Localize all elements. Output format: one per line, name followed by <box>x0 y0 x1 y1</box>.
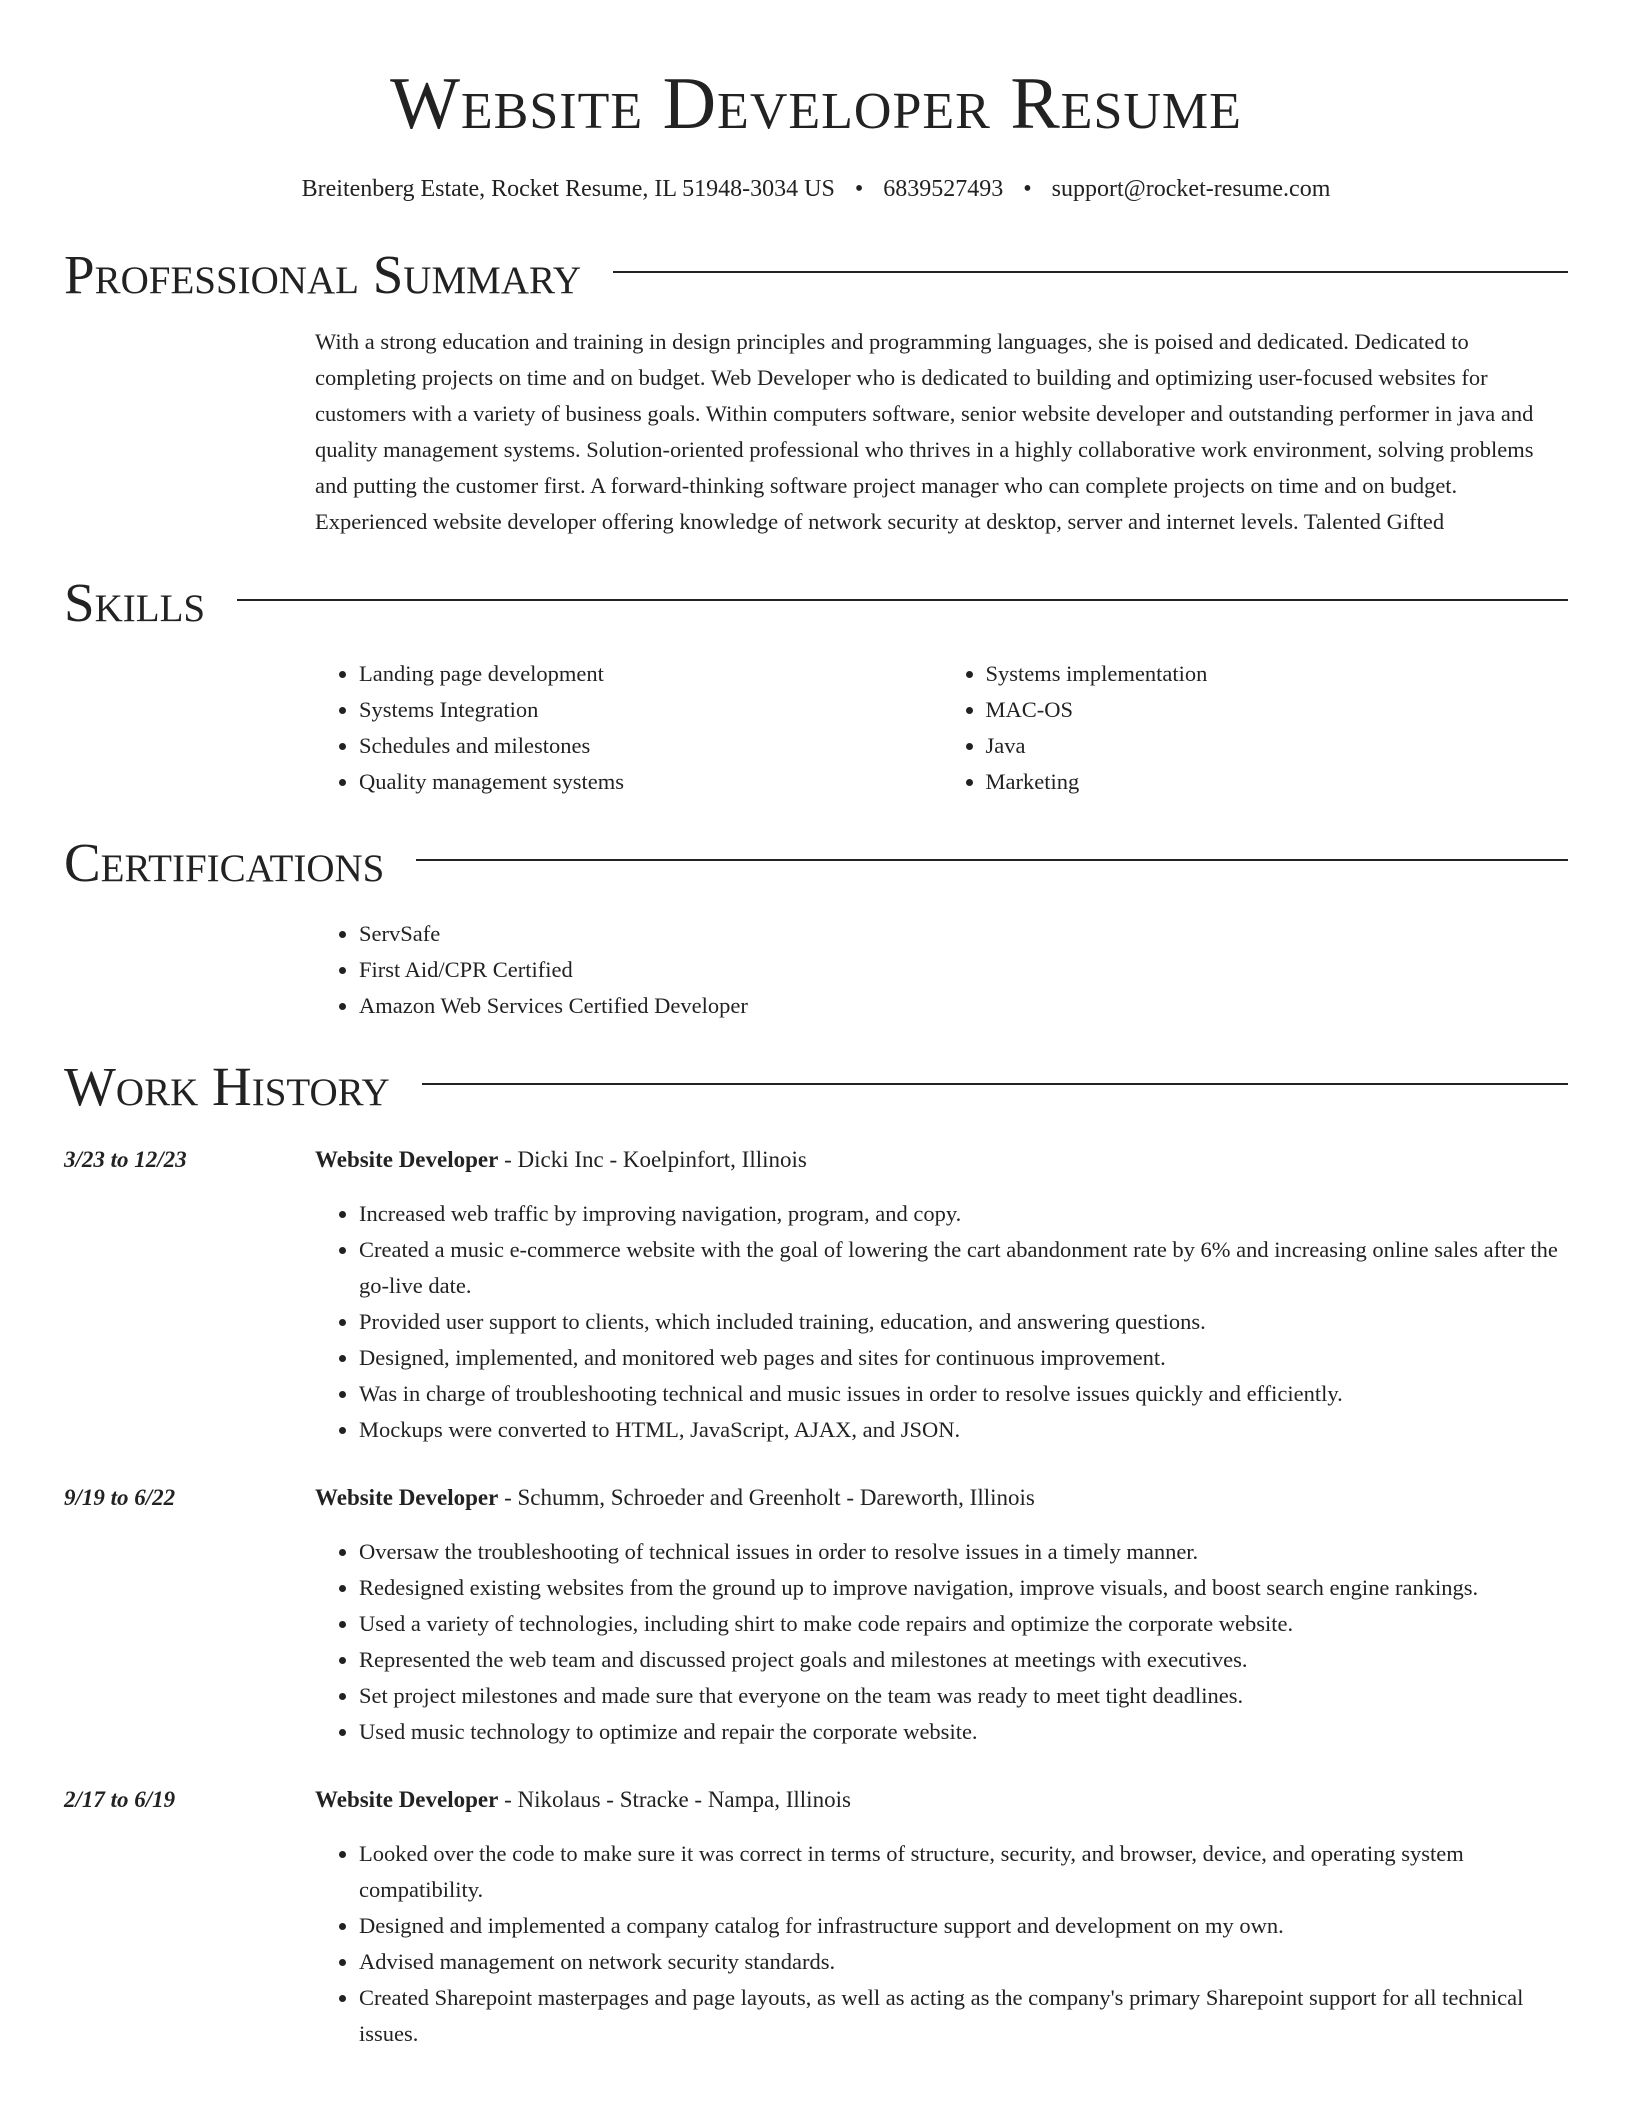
skill-item: • Quality management systems <box>359 764 942 800</box>
job-heading <box>315 1480 1568 1516</box>
job-heading <box>315 1782 1568 1818</box>
job-employer: - Dicki Inc - Koelpinfort, Illinois <box>498 1147 807 1172</box>
summary-section-title: Professional Summary <box>64 244 582 305</box>
job-bullet: • Represented the web team and discussed project goals and milestones at meetings with executives. <box>359 1642 1568 1678</box>
skills-column-right <box>942 656 1569 800</box>
job-role: Website Developer <box>315 1787 499 1812</box>
work-history-section-header <box>64 1054 1568 1120</box>
job-bullet: • Used music technology to optimize and repair the corporate website. <box>359 1714 1568 1750</box>
job-bullet: • Designed, implemented, and monitored web pages and sites for continuous improvement. <box>359 1340 1568 1376</box>
job-bullet: • Mockups were converted to HTML, JavaScript, AJAX, and JSON. <box>359 1412 1568 1448</box>
certifications-section-title: Certifications <box>64 832 385 893</box>
job-bullet: • Set project milestones and made sure that everyone on the team was ready to meet tight deadlines. <box>359 1678 1568 1714</box>
summary-section-header <box>64 242 1568 308</box>
job-heading <box>315 1142 1568 1178</box>
job-entry <box>64 1142 1568 1448</box>
contact-separator: • <box>854 176 864 202</box>
job-bullets <box>315 1836 1568 2052</box>
job-entry <box>64 1480 1568 1750</box>
job-bullet: • Advised management on network security standards. <box>359 1944 1568 1980</box>
section-divider <box>416 859 1568 861</box>
contact-address: Breitenberg Estate, Rocket Resume, IL 51948-3034 US <box>301 176 835 202</box>
job-bullet: • Created a music e-commerce website with the goal of lowering the cart abandonment rate by 6% and increasing online sales after the go-live date. <box>359 1232 1568 1304</box>
job-bullets <box>315 1534 1568 1750</box>
job-bullet: • Was in charge of troubleshooting technical and music issues in order to resolve issues quickly and efficiently. <box>359 1376 1568 1412</box>
contact-separator: • <box>1023 176 1032 202</box>
skill-item: • Java <box>986 728 1569 764</box>
job-bullet: • Designed and implemented a company catalog for infrastructure support and development on my own. <box>359 1908 1568 1944</box>
certification-item: • First Aid/CPR Certified <box>359 952 1568 988</box>
job-employer: - Schumm, Schroeder and Greenholt - Dareworth, Illinois <box>498 1485 1035 1510</box>
job-entry <box>64 1782 1568 2052</box>
section-divider <box>237 599 1568 601</box>
certifications-section-header <box>64 830 1568 896</box>
resume-title: Website Developer Resume <box>390 63 1242 145</box>
job-bullet: • Looked over the code to make sure it was correct in terms of structure, security, and browser, device, and operating system compatibility. <box>359 1836 1568 1908</box>
skill-item: • Schedules and milestones <box>359 728 942 764</box>
certifications-list <box>315 916 1568 1024</box>
skills-column-left <box>315 656 942 800</box>
skill-item: • Systems Integration <box>359 692 942 728</box>
skills-section-title: Skills <box>64 572 206 633</box>
skills-section-header <box>64 570 1568 636</box>
skill-item: • MAC-OS <box>986 692 1569 728</box>
job-bullet: • Redesigned existing websites from the ground up to improve navigation, improve visuals, and boost search engine rankings. <box>359 1570 1568 1606</box>
section-divider <box>422 1083 1568 1085</box>
contact-email: support@rocket-resume.com <box>1051 176 1331 202</box>
job-role: Website Developer <box>315 1147 499 1172</box>
contact-line <box>64 172 1568 206</box>
job-dates: 2/17 to 6/19 <box>64 1787 176 1812</box>
certification-item: • ServSafe <box>359 916 1568 952</box>
skill-item: • Marketing <box>986 764 1569 800</box>
section-divider <box>613 271 1568 273</box>
job-bullets <box>315 1196 1568 1448</box>
skill-item: • Landing page development <box>359 656 942 692</box>
skills-list <box>315 656 1568 800</box>
certification-item: • Amazon Web Services Certified Developer <box>359 988 1568 1024</box>
summary-text: With a strong education and training in design principles and programming languages, she is poised and dedicated. Dedicated to completing projects on time and on budget. Web Developer who is dedicated to building and optimizing user-focused websites for customers with a variety of business goals. Within computers software, senior website developer and outstanding performer in java and quality management systems. Solution-oriented professional who thrives in a highly collaborative work environment, solving problems and putting the customer first. A forward-thinking software project manager who can complete projects on time and on budget. Experienced website developer offering knowledge of network security at desktop, server and internet levels. Talented Gifted <box>315 329 1534 534</box>
job-bullet: • Increased web traffic by improving navigation, program, and copy. <box>359 1196 1568 1232</box>
job-role: Website Developer <box>315 1485 499 1510</box>
contact-phone: 6839527493 <box>883 176 1004 202</box>
job-employer: - Nikolaus - Stracke - Nampa, Illinois <box>498 1787 851 1812</box>
job-bullet: • Used a variety of technologies, including shirt to make code repairs and optimize the corporate website. <box>359 1606 1568 1642</box>
work-history-section-title: Work History <box>64 1056 390 1117</box>
job-dates: 3/23 to 12/23 <box>64 1147 187 1172</box>
skill-item: • Systems implementation <box>986 656 1569 692</box>
job-bullet: • Provided user support to clients, which included training, education, and answering questions. <box>359 1304 1568 1340</box>
job-bullet: • Oversaw the troubleshooting of technical issues in order to resolve issues in a timely manner. <box>359 1534 1568 1570</box>
job-dates: 9/19 to 6/22 <box>64 1485 176 1510</box>
job-bullet: • Created Sharepoint masterpages and page layouts, as well as acting as the company's primary Sharepoint support for all technical issues. <box>359 1980 1568 2052</box>
